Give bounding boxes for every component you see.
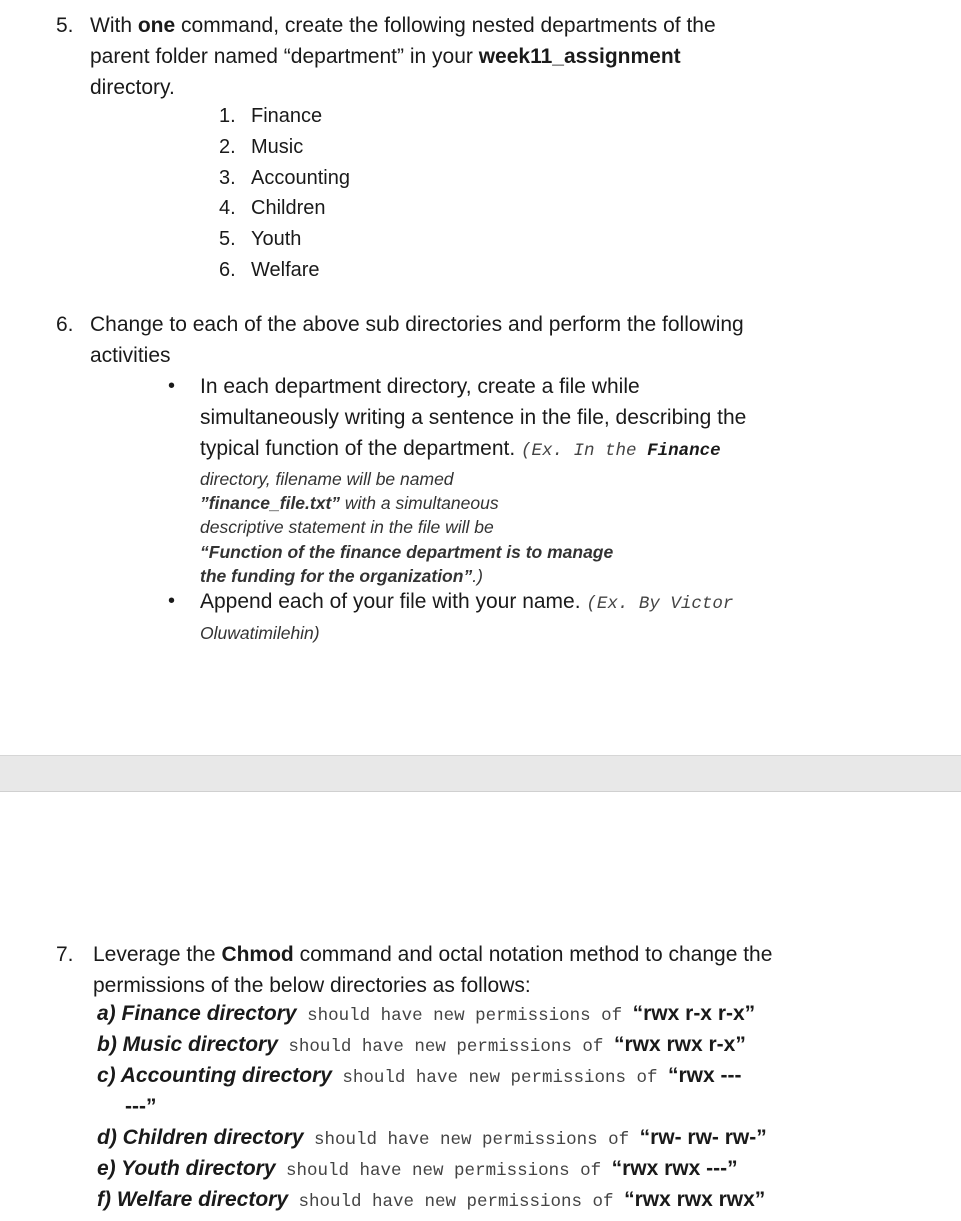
question-number: 7. (56, 943, 74, 966)
question-number: 6. (56, 313, 74, 336)
list-item: 2. Music (219, 136, 304, 158)
example-line: ”finance_file.txt” with a simultaneous (200, 493, 499, 513)
option-finance: a) Finance directory should have new permissions of “rwx r-x r-x” (97, 1002, 756, 1026)
option-welfare: f) Welfare directory should have new permissions of “rwx rwx rwx” (97, 1188, 766, 1212)
question-5-text: With one command, create the following nested departments of the parent folder named “department” in your week11_assignment directory. (90, 14, 716, 99)
option-accounting-cont: ---” (125, 1095, 157, 1118)
list-item: 1. Finance (219, 105, 323, 127)
list-item: 3. Accounting (219, 167, 350, 189)
option-youth: e) Youth directory should have new permissions of “rwx rwx ---” (97, 1157, 738, 1181)
option-accounting: c) Accounting directory should have new permissions of “rwx --- (97, 1064, 742, 1088)
question-6-text: Change to each of the above sub directories and perform the following activities (90, 313, 744, 367)
example-line: descriptive statement in the file will be (200, 517, 494, 537)
list-item: 4. Children (219, 197, 326, 219)
question-number: 5. (56, 14, 74, 37)
question-7-text: Leverage the Chmod command and octal notation method to change the permissions of the below directories as follows: (93, 943, 773, 997)
example-line: directory, filename will be named (200, 469, 454, 489)
bullet-icon: • (168, 375, 176, 397)
option-children: d) Children directory should have new permissions of “rw- rw- rw-” (97, 1126, 767, 1150)
document-page-2 (0, 792, 961, 1221)
document-page-1: 5. With one command, create the following nested departments of the parent folder named “department” in your week11_assignment directory. 1. Finance 2. Music 3. Accounting 4. Children 5. Youth 6. Welfare 6. Change to each of the above sub directories and perform the following activities • In each department directory, create a file while simultaneously writing a sentence in the file, describing the typical function of the department. (Ex. In the Finance directory, filename will be named ”finance_file.txt” with a simultaneous descriptive statement in the file will be “Function of the finance department is to manage the funding for the organization”.) • Append each of your file with your name. (Ex. By Victor Oluwatimilehin) (0, 0, 961, 755)
bullet-icon: • (168, 590, 176, 612)
example-line: Oluwatimilehin) (200, 623, 320, 643)
page-break (0, 755, 961, 792)
list-item: 5. Youth (219, 228, 302, 250)
example-line: the funding for the organization”.) (200, 566, 483, 586)
list-item: 6. Welfare (219, 259, 320, 281)
option-music: b) Music directory should have new permissions of “rwx rwx r-x” (97, 1033, 746, 1057)
example-line: “Function of the finance department is to manage (200, 542, 614, 562)
